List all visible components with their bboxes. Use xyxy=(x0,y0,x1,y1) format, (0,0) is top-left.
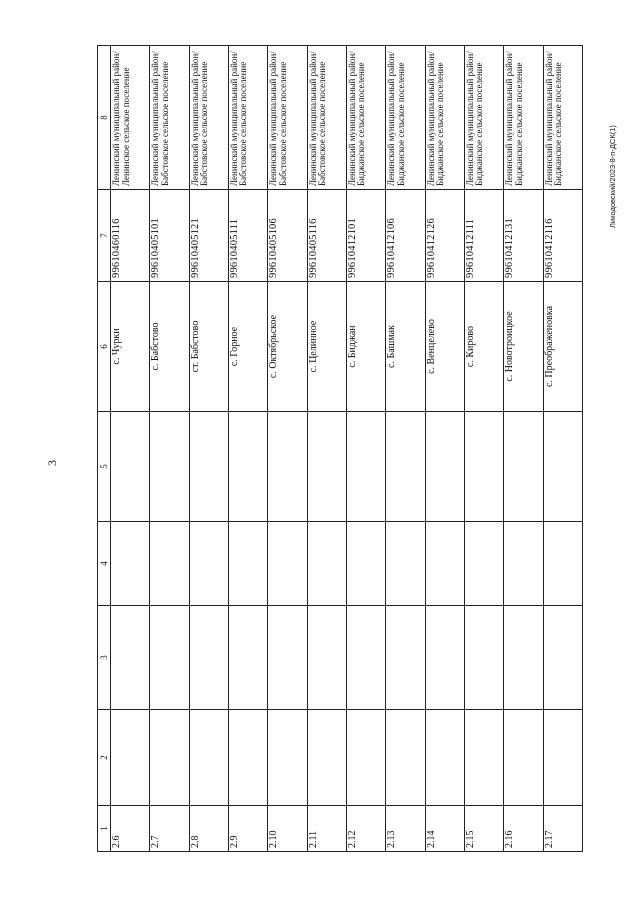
empty-cell xyxy=(189,710,228,806)
oktmo-code-cell: 99610405111 xyxy=(228,190,267,282)
oktmo-code-cell: 99610405121 xyxy=(189,190,228,282)
empty-cell xyxy=(307,710,346,806)
empty-cell xyxy=(425,606,464,710)
register-table xyxy=(97,45,583,852)
table-row xyxy=(346,46,385,852)
column-header: 4 xyxy=(98,522,111,606)
row-number-cell: 2.10 xyxy=(268,806,307,852)
column-header: 8 xyxy=(98,46,111,190)
settlement-cell: с. Новотроицкое xyxy=(504,282,543,412)
empty-cell xyxy=(150,412,189,522)
row-number-cell: 2.7 xyxy=(150,806,189,852)
column-header: 6 xyxy=(98,282,111,412)
empty-cell xyxy=(228,606,267,710)
empty-cell xyxy=(386,412,425,522)
empty-cell xyxy=(111,606,150,710)
oktmo-code-cell: 99610412101 xyxy=(346,190,385,282)
empty-cell xyxy=(189,606,228,710)
district-cell: Ленинский муниципальный район/ Бабстовское сельское поселение xyxy=(268,46,307,190)
table-row xyxy=(268,46,307,852)
row-number-cell: 2.14 xyxy=(425,806,464,852)
register-table-container xyxy=(97,46,583,852)
empty-cell xyxy=(543,606,582,710)
settlement-cell: с. Горное xyxy=(228,282,267,412)
empty-cell xyxy=(504,710,543,806)
table-row xyxy=(189,46,228,852)
row-number-cell: 2.8 xyxy=(189,806,228,852)
column-header: 5 xyxy=(98,412,111,522)
district-cell: Ленинский муниципальный район/ Биджанское сельское поселение xyxy=(386,46,425,190)
empty-cell xyxy=(504,412,543,522)
empty-cell xyxy=(268,710,307,806)
document-footer: Ликодовский/2023-8-п-ДСК(1) xyxy=(608,125,617,228)
empty-cell xyxy=(543,710,582,806)
table-header-row xyxy=(98,46,111,852)
row-number-cell: 2.9 xyxy=(228,806,267,852)
empty-cell xyxy=(464,412,503,522)
table-row xyxy=(425,46,464,852)
oktmo-code-cell: 99610460116 xyxy=(111,190,150,282)
district-cell: Ленинский муниципальный район/ Биджанское сельское поселение xyxy=(504,46,543,190)
row-number-cell: 2.17 xyxy=(543,806,582,852)
empty-cell xyxy=(504,606,543,710)
oktmo-code-cell: 99610412111 xyxy=(464,190,503,282)
settlement-cell: с. Венцелево xyxy=(425,282,464,412)
empty-cell xyxy=(543,412,582,522)
empty-cell xyxy=(307,522,346,606)
empty-cell xyxy=(425,522,464,606)
empty-cell xyxy=(386,606,425,710)
table-row xyxy=(504,46,543,852)
settlement-cell: с. Целинное xyxy=(307,282,346,412)
settlement-cell: с. Преображеновка xyxy=(543,282,582,412)
district-cell: Ленинский муниципальный район/ Ленинское сельское поселение xyxy=(111,46,150,190)
empty-cell xyxy=(386,710,425,806)
column-header: 3 xyxy=(98,606,111,710)
district-cell: Ленинский муниципальный район/ Биджанское сельское поселение xyxy=(543,46,582,190)
row-number-cell: 2.13 xyxy=(386,806,425,852)
district-cell: Ленинский муниципальный район/ Биджанское сельское поселение xyxy=(425,46,464,190)
column-header: 2 xyxy=(98,710,111,806)
empty-cell xyxy=(464,606,503,710)
empty-cell xyxy=(268,412,307,522)
settlement-cell: ст. Бабстово xyxy=(189,282,228,412)
oktmo-code-cell: 99610412116 xyxy=(543,190,582,282)
oktmo-code-cell: 99610405106 xyxy=(268,190,307,282)
empty-cell xyxy=(425,412,464,522)
row-number-cell: 2.16 xyxy=(504,806,543,852)
empty-cell xyxy=(111,522,150,606)
empty-cell xyxy=(543,522,582,606)
empty-cell xyxy=(346,412,385,522)
empty-cell xyxy=(346,522,385,606)
district-cell: Ленинский муниципальный район/ Биджанское сельское поселение xyxy=(464,46,503,190)
district-cell: Ленинский муниципальный район/ Бабстовское сельское поселение xyxy=(228,46,267,190)
page-number: 3 xyxy=(45,460,59,466)
column-header: 7 xyxy=(98,190,111,282)
empty-cell xyxy=(386,522,425,606)
table-row xyxy=(228,46,267,852)
empty-cell xyxy=(111,710,150,806)
empty-cell xyxy=(268,606,307,710)
oktmo-code-cell: 99610405101 xyxy=(150,190,189,282)
table-row xyxy=(307,46,346,852)
settlement-cell: с. Чурки xyxy=(111,282,150,412)
oktmo-code-cell: 99610412126 xyxy=(425,190,464,282)
empty-cell xyxy=(425,710,464,806)
empty-cell xyxy=(228,412,267,522)
table-row xyxy=(386,46,425,852)
empty-cell xyxy=(307,606,346,710)
row-number-cell: 2.12 xyxy=(346,806,385,852)
district-cell: Ленинский муниципальный район/ Бабстовское сельское поселение xyxy=(150,46,189,190)
oktmo-code-cell: 99610412106 xyxy=(386,190,425,282)
empty-cell xyxy=(346,606,385,710)
empty-cell xyxy=(150,522,189,606)
empty-cell xyxy=(307,412,346,522)
table-row xyxy=(464,46,503,852)
empty-cell xyxy=(150,710,189,806)
empty-cell xyxy=(150,606,189,710)
settlement-cell: с. Октябрьское xyxy=(268,282,307,412)
empty-cell xyxy=(111,412,150,522)
empty-cell xyxy=(464,710,503,806)
empty-cell xyxy=(504,522,543,606)
settlement-cell: с. Кирово xyxy=(464,282,503,412)
empty-cell xyxy=(228,522,267,606)
table-row xyxy=(111,46,150,852)
district-cell: Ленинский муниципальный район/ Биджанское сельское поселение xyxy=(346,46,385,190)
row-number-cell: 2.15 xyxy=(464,806,503,852)
empty-cell xyxy=(189,412,228,522)
oktmo-code-cell: 99610405116 xyxy=(307,190,346,282)
settlement-cell: с. Башмак xyxy=(386,282,425,412)
row-number-cell: 2.6 xyxy=(111,806,150,852)
empty-cell xyxy=(268,522,307,606)
oktmo-code-cell: 99610412131 xyxy=(504,190,543,282)
district-cell: Ленинский муниципальный район/ Бабстовское сельское поселение xyxy=(189,46,228,190)
empty-cell xyxy=(346,710,385,806)
empty-cell xyxy=(189,522,228,606)
row-number-cell: 2.11 xyxy=(307,806,346,852)
table-row xyxy=(150,46,189,852)
district-cell: Ленинский муниципальный район/ Бабстовское сельское поселение xyxy=(307,46,346,190)
settlement-cell: с. Бабстово xyxy=(150,282,189,412)
settlement-cell: с. Биджан xyxy=(346,282,385,412)
empty-cell xyxy=(228,710,267,806)
table-row xyxy=(543,46,582,852)
empty-cell xyxy=(464,522,503,606)
column-header: 1 xyxy=(98,806,111,852)
